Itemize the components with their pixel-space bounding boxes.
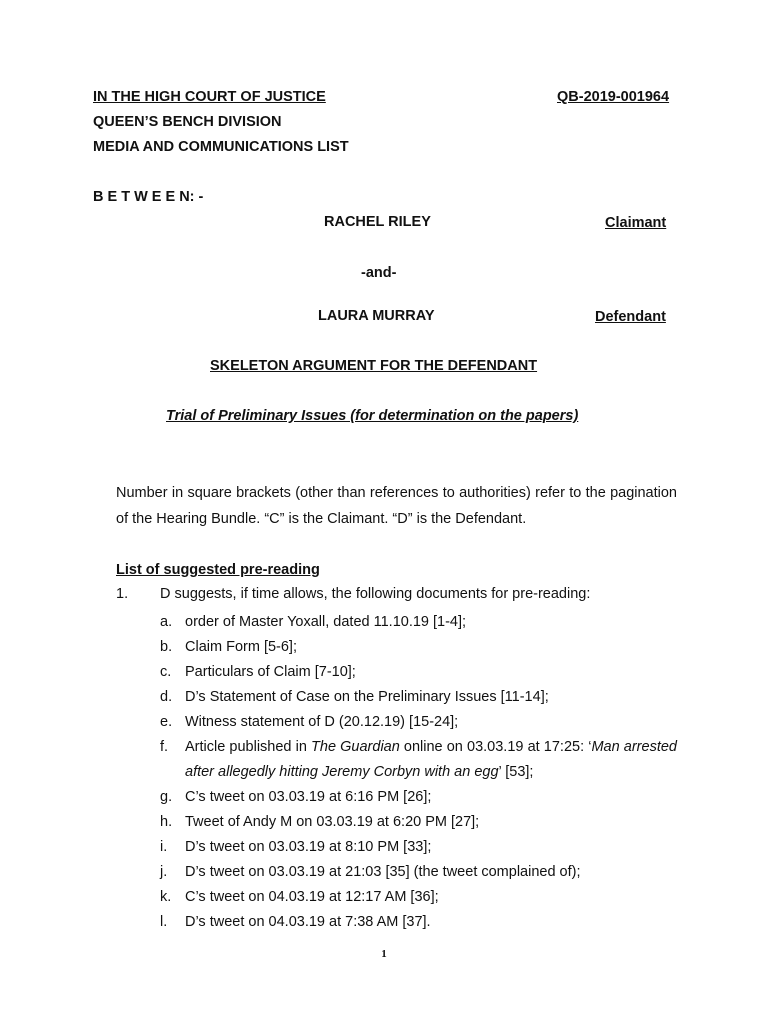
item-text-part: online on 03.03.19 at 17:25: ‘ (399, 739, 592, 755)
article-headline: Man arrested after allegedly hitting Jeremy Corbyn with an egg (185, 739, 677, 780)
item-letter: i. (160, 839, 168, 855)
item-text: C’s tweet on 03.03.19 at 6:16 PM [26]; (185, 789, 432, 805)
item-text: Claim Form [5-6]; (185, 639, 297, 655)
item-letter: h. (160, 814, 173, 830)
intro-paragraph: Number in square brackets (other than references to authorities) refer to the pagination of the Hearing Bundle. “C” is the Claimant. “D” is the Defendant. (116, 485, 677, 527)
list-item (160, 835, 677, 860)
item-letter: b. (160, 639, 173, 655)
item-letter: c. (160, 664, 172, 680)
item-text: D’s tweet on 03.03.19 at 8:10 PM [33]; (185, 839, 432, 855)
case-number: QB-2019-001964 (557, 89, 670, 105)
pre-reading-heading: List of suggested pre-reading (116, 562, 320, 578)
page-number: 1 (381, 948, 387, 960)
list-item (160, 610, 677, 635)
item-text: D’s Statement of Case on the Preliminary Issues [11-14]; (185, 689, 549, 705)
list-item (160, 710, 677, 735)
list-item (160, 660, 677, 685)
item-text: C’s tweet on 04.03.19 at 12:17 AM [36]; (185, 889, 439, 905)
list-item (160, 785, 677, 810)
item-letter: d. (160, 689, 173, 705)
and-separator: -and- (361, 265, 397, 281)
item-letter: g. (160, 789, 173, 805)
list-item (160, 910, 677, 935)
document-subtitle: Trial of Preliminary Issues (for determination on the papers) (166, 408, 579, 424)
list-item (160, 735, 677, 785)
paragraph-text: D suggests, if time allows, the following documents for pre-reading: (160, 586, 591, 602)
item-letter: k. (160, 889, 172, 905)
item-letter: j. (160, 864, 168, 880)
item-text: Witness statement of D (20.12.19) [15-24]; (185, 714, 459, 730)
item-letter: l. (160, 914, 168, 930)
item-letter: e. (160, 714, 173, 730)
court-division: QUEEN’S BENCH DIVISION (93, 114, 282, 130)
item-text (185, 735, 677, 785)
defendant-name: LAURA MURRAY (318, 308, 435, 324)
list-item (160, 810, 677, 835)
item-text-part: ’ [53]; (498, 764, 534, 780)
list-item (160, 885, 677, 910)
list-item (160, 635, 677, 660)
item-letter: f. (160, 739, 169, 755)
item-text-part: Article published in (185, 739, 312, 755)
court-list: MEDIA AND COMMUNICATIONS LIST (93, 139, 349, 155)
item-letter: a. (160, 614, 173, 630)
publication-name: The Guardian (311, 739, 400, 755)
item-text: Particulars of Claim [7-10]; (185, 664, 356, 680)
claimant-name: RACHEL RILEY (324, 214, 431, 230)
list-item (160, 685, 677, 710)
court-name: IN THE HIGH COURT OF JUSTICE (93, 89, 326, 105)
pre-reading-list (160, 610, 677, 935)
item-text: order of Master Yoxall, dated 11.10.19 [1-4]; (185, 614, 467, 630)
item-text: D’s tweet on 04.03.19 at 7:38 AM [37]. (185, 914, 431, 930)
document-title: SKELETON ARGUMENT FOR THE DEFENDANT (210, 358, 538, 374)
list-item (160, 860, 677, 885)
between-label: B E T W E E N: - (93, 189, 204, 205)
claimant-role: Claimant (605, 215, 667, 231)
item-text: D’s tweet on 03.03.19 at 21:03 [35] (the tweet complained of); (185, 864, 581, 880)
paragraph-number: 1. (116, 586, 129, 602)
defendant-role: Defendant (595, 309, 666, 325)
item-text: Tweet of Andy M on 03.03.19 at 6:20 PM [27]; (185, 814, 480, 830)
